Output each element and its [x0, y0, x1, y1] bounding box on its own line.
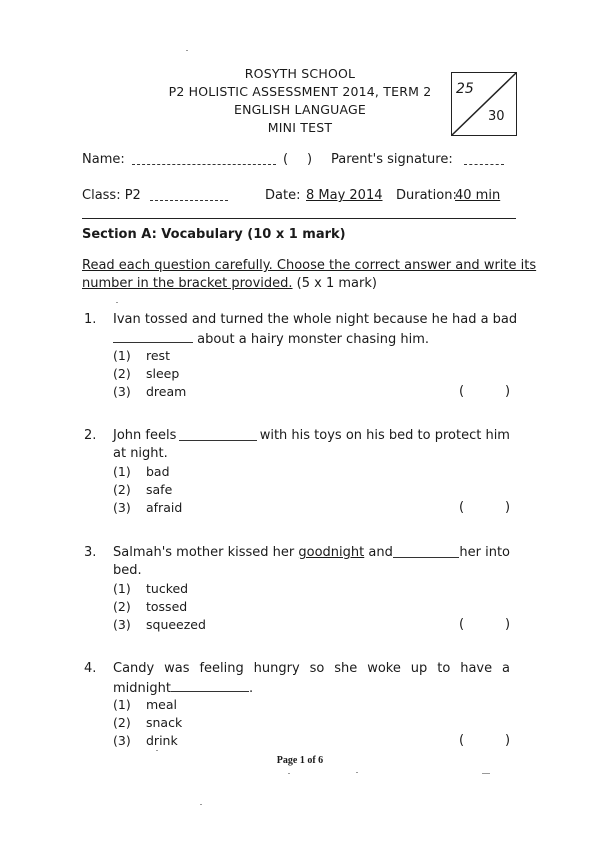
- q3-option-1-num: (1): [113, 581, 131, 596]
- q1-answer-close: ): [505, 384, 511, 399]
- q2-option-2-text: safe: [146, 482, 173, 497]
- q4-option-2-text: snack: [146, 715, 183, 730]
- q3-option-2-text: tossed: [146, 599, 188, 614]
- parent-signature-field[interactable]: [464, 156, 504, 165]
- q3-answer-field[interactable]: [468, 617, 502, 633]
- class-no-paren-close: ): [307, 152, 313, 167]
- name-label: Name:: [82, 152, 125, 167]
- q1-answer-field[interactable]: [468, 384, 502, 400]
- parent-signature-label: Parent's signature:: [331, 152, 453, 167]
- q1-option-2-text: sleep: [146, 366, 180, 381]
- class-no-paren-open: (: [283, 152, 289, 167]
- question-4-text-before: midnight: [113, 681, 171, 696]
- q4-option-1-num: (1): [113, 697, 131, 712]
- q3-option-1-text: tucked: [146, 581, 189, 596]
- question-4-number: 4.: [84, 661, 97, 676]
- scan-speck: [356, 772, 358, 773]
- scan-speck: [482, 773, 490, 774]
- question-3-text-start: Salmah's mother kissed her: [113, 545, 299, 560]
- school-name: ROSYTH SCHOOL: [244, 66, 356, 81]
- question-3-line-2: bed.: [113, 563, 142, 578]
- question-3-blank: [393, 545, 460, 558]
- q4-option-3-num: (3): [113, 733, 131, 748]
- scan-speck: [288, 773, 290, 774]
- scan-speck: [186, 50, 188, 51]
- q4-option-3-text: drink: [146, 733, 178, 748]
- question-1-blank: [113, 330, 193, 343]
- instruction-line-2: [82, 276, 377, 291]
- q1-option-1-num: (1): [113, 348, 131, 363]
- q2-answer-close: ): [505, 500, 511, 515]
- question-1-line-2: [113, 330, 429, 347]
- assessment-title: P2 HOLISTIC ASSESSMENT 2014, TERM 2: [168, 84, 432, 99]
- q3-answer-open: (: [459, 617, 465, 632]
- date-value: 8 May 2014: [306, 188, 383, 203]
- question-2-text-before: John feels: [113, 428, 177, 443]
- q1-option-3-num: (3): [113, 384, 131, 399]
- q3-option-3-num: (3): [113, 617, 131, 632]
- q3-option-3-text: squeezed: [146, 617, 206, 632]
- date-label: Date:: [265, 188, 301, 203]
- question-2-text-after: with his toys on his bed to protect him: [259, 428, 510, 443]
- question-3-text-after: her into: [459, 545, 510, 560]
- question-4-text-after: .: [248, 681, 254, 696]
- duration-value: 40 min: [455, 188, 501, 203]
- q1-answer-open: (: [459, 384, 465, 399]
- score-total: 30: [488, 109, 505, 124]
- score-obtained: 25: [456, 81, 474, 97]
- q1-option-1-text: rest: [146, 348, 170, 363]
- q4-option-2-num: (2): [113, 715, 131, 730]
- question-4-blank: [171, 679, 249, 692]
- question-2-line-2: at night.: [113, 446, 168, 461]
- test-title: MINI TEST: [267, 120, 333, 135]
- question-3-text-before: [113, 545, 393, 560]
- q1-option-2-num: (2): [113, 366, 131, 381]
- scan-speck: [200, 804, 202, 805]
- question-1-line-1: Ivan tossed and turned the whole night because he had a bad: [113, 312, 518, 327]
- q2-option-2-num: (2): [113, 482, 131, 497]
- scan-speck: [116, 302, 118, 303]
- instruction-underlined: number in the bracket provided.: [82, 276, 293, 291]
- q3-option-2-num: (2): [113, 599, 131, 614]
- question-3-text-mid: and: [364, 545, 393, 560]
- q2-option-3-text: afraid: [146, 500, 183, 515]
- instruction-marks: (5 x 1 mark): [292, 276, 377, 291]
- instruction-line-1: Read each question carefully. Choose the correct answer and write its: [82, 258, 537, 273]
- question-3-underlined-word: goodnight: [298, 545, 365, 560]
- q2-option-1-num: (1): [113, 464, 131, 479]
- question-3-number: 3.: [84, 545, 97, 560]
- subject-title: ENGLISH LANGUAGE: [234, 102, 366, 117]
- q4-answer-open: (: [459, 733, 465, 748]
- question-1-number: 1.: [84, 312, 97, 327]
- q2-answer-open: (: [459, 500, 465, 515]
- question-2-number: 2.: [84, 428, 97, 443]
- class-field[interactable]: [150, 192, 228, 201]
- score-box: [451, 72, 517, 136]
- q4-answer-field[interactable]: [468, 733, 502, 749]
- section-title: Section A: Vocabulary (10 x 1 mark): [82, 227, 346, 242]
- q2-answer-field[interactable]: [468, 500, 502, 516]
- duration-label: Duration:: [396, 188, 457, 203]
- question-3-line-1: [113, 545, 510, 560]
- page-number: Page 1 of 6: [276, 755, 324, 766]
- q4-option-1-text: meal: [146, 697, 177, 712]
- q4-answer-close: ): [505, 733, 511, 748]
- question-2-line-1: [113, 428, 510, 443]
- class-label: Class: P2: [82, 188, 141, 203]
- name-field[interactable]: [132, 156, 276, 165]
- q1-option-3-text: dream: [146, 384, 187, 399]
- header-divider: [82, 218, 516, 219]
- q3-answer-close: ): [505, 617, 511, 632]
- q2-option-3-num: (3): [113, 500, 131, 515]
- question-4-line-1: Candy was feeling hungry so she woke up to have a: [113, 661, 510, 676]
- question-4-line-2: [113, 679, 253, 696]
- question-2-blank: [179, 428, 257, 441]
- scan-speck: [156, 750, 158, 751]
- q2-option-1-text: bad: [146, 464, 170, 479]
- question-1-text: about a hairy monster chasing him.: [193, 332, 430, 347]
